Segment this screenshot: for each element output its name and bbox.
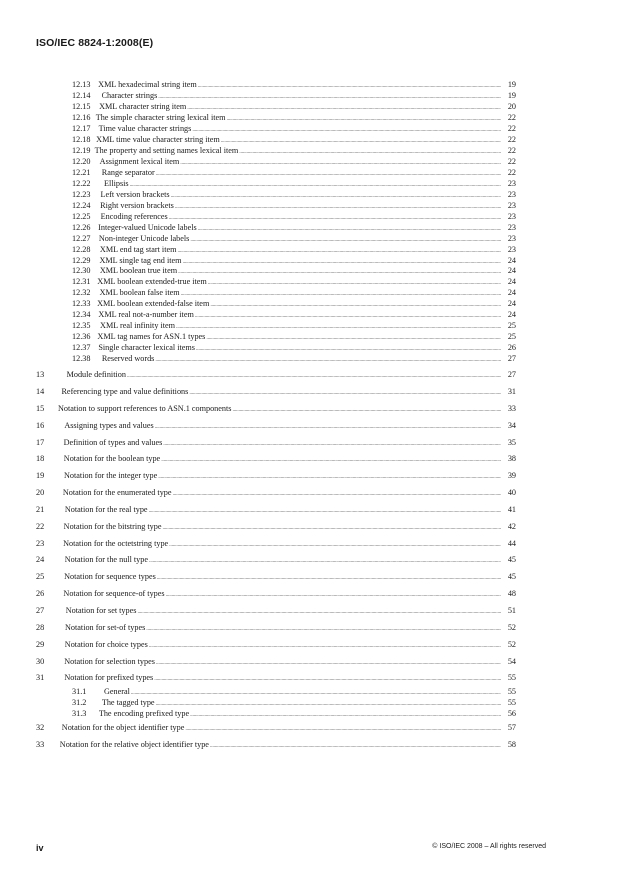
- toc-entry: [36, 91, 516, 102]
- toc-dot-leader: [156, 699, 501, 710]
- toc-entry-number: 12.31: [72, 277, 91, 287]
- toc-entry-page: 58: [507, 739, 516, 749]
- toc-entry-page: 19: [507, 80, 516, 89]
- toc-entry-number: 32: [36, 723, 45, 733]
- toc-entry-page: 55: [507, 687, 516, 697]
- toc-entry: [36, 135, 516, 146]
- toc-entry-page: 44: [507, 538, 516, 548]
- toc-entry-number: 12.19: [72, 145, 91, 155]
- toc-entry: [36, 737, 516, 754]
- toc-entry: [36, 80, 516, 91]
- toc-entry: [36, 670, 516, 687]
- toc-entry-page: 48: [507, 589, 516, 599]
- toc-entry-number: 12.29: [72, 255, 91, 265]
- toc-entry-number: 12.38: [72, 354, 91, 364]
- toc-dot-leader: [175, 202, 501, 213]
- toc-entry-title: XML time value character string item: [96, 134, 220, 144]
- toc-entry-page: 23: [507, 244, 516, 254]
- toc-entry: [36, 321, 516, 332]
- toc-entry-title: Notation to support references to ASN.1 components: [57, 403, 232, 413]
- toc-entry: [36, 552, 516, 569]
- toc-entry-page: 24: [507, 266, 516, 276]
- toc-entry-number: 31.2: [72, 698, 87, 708]
- toc-entry-title: The property and setting names lexical item: [94, 145, 239, 155]
- toc-entry: [36, 212, 516, 223]
- toc-entry-title: Definition of types and values: [63, 437, 163, 447]
- toc-entry-title: Notation for set-of types: [65, 622, 146, 632]
- toc-entry-number: 31.3: [72, 709, 87, 719]
- toc-entry: [36, 536, 516, 553]
- toc-entry-title: Assigning types and values: [64, 420, 154, 430]
- toc-entry-page: 34: [507, 420, 516, 430]
- toc-entry-title: Notation for prefixed types: [64, 673, 154, 683]
- toc-entry-page: 45: [507, 555, 516, 565]
- toc-entry-page: 22: [507, 167, 516, 177]
- toc-entry-page: 22: [507, 156, 516, 166]
- toc-entry-title: Reserved words: [101, 354, 155, 364]
- toc-dot-leader: [195, 311, 501, 322]
- toc-entry-number: 12.17: [72, 123, 91, 133]
- toc-entry-page: 23: [507, 200, 516, 210]
- toc-dot-leader: [149, 553, 501, 570]
- toc-entry: [36, 620, 516, 637]
- toc-dot-leader: [161, 452, 501, 469]
- toc-entry-title: Notation for sequence types: [64, 572, 156, 582]
- toc-entry-title: The encoding prefixed type: [98, 709, 190, 719]
- toc-entry-title: XML real infinity item: [100, 321, 176, 331]
- toc-dot-leader: [190, 710, 501, 721]
- toc-dot-leader: [198, 81, 501, 92]
- toc-entry: [36, 654, 516, 671]
- toc-dot-leader: [146, 621, 501, 638]
- toc-dot-leader: [208, 278, 501, 289]
- toc-entry-page: 23: [507, 233, 516, 243]
- toc-entry-title: The tagged type: [101, 698, 155, 708]
- toc-entry-title: XML end tag start item: [99, 244, 177, 254]
- toc-entry: [36, 288, 516, 299]
- toc-entry: [36, 234, 516, 245]
- toc-entry-title: The simple character string lexical item: [95, 112, 226, 122]
- toc-dot-leader: [149, 638, 501, 655]
- toc-entry-title: Notation for the octetstring type: [63, 538, 169, 548]
- toc-entry-page: 22: [507, 112, 516, 122]
- toc-entry: [36, 569, 516, 586]
- toc-dot-leader: [192, 125, 501, 136]
- toc-entry-title: XML boolean extended-true item: [97, 277, 207, 287]
- toc-dot-leader: [196, 344, 501, 355]
- toc-entry-page: 41: [507, 504, 516, 514]
- toc-entry: [36, 720, 516, 737]
- toc-entry-number: 12.35: [72, 321, 91, 331]
- toc-entry-page: 24: [507, 299, 516, 309]
- toc-final-entries: [36, 720, 516, 754]
- toc-entry-number: 24: [36, 555, 45, 565]
- toc-entry-page: 24: [507, 255, 516, 265]
- toc-entry-page: 31: [507, 387, 516, 397]
- toc-entry-number: 12.13: [72, 80, 91, 89]
- toc-entry: [36, 256, 516, 267]
- toc-entry: [36, 332, 516, 343]
- toc-entry-page: 22: [507, 134, 516, 144]
- toc-entry-number: 25: [36, 572, 45, 582]
- toc-entry-title: Notation for the bitstring type: [63, 521, 162, 531]
- toc-entry-number: 28: [36, 622, 45, 632]
- toc-entry-title: Time value character strings: [98, 123, 192, 133]
- toc-entry-page: 38: [507, 454, 516, 464]
- toc-entry: [36, 384, 516, 401]
- toc-entry-number: 12.26: [72, 222, 91, 232]
- toc-entry: [36, 299, 516, 310]
- toc-entry-page: 22: [507, 123, 516, 133]
- toc-entry-number: 12.28: [72, 244, 91, 254]
- toc-entry-number: 14: [36, 387, 45, 397]
- toc-entry-title: Notation for the boolean type: [63, 454, 161, 464]
- toc-entry-title: XML boolean true item: [99, 266, 178, 276]
- toc-entry-title: Encoding references: [100, 211, 168, 221]
- toc-dot-leader: [189, 385, 501, 402]
- toc-entry: [36, 190, 516, 201]
- toc-entry-number: 16: [36, 420, 45, 430]
- toc-entry-title: Character strings: [101, 90, 158, 100]
- copyright-notice: © ISO/IEC 2008 – All rights reserved: [432, 843, 546, 850]
- toc-entry-title: Range separator: [101, 167, 155, 177]
- toc-entry: [36, 435, 516, 452]
- toc-entry: [36, 201, 516, 212]
- toc-entry: [36, 519, 516, 536]
- toc-entry-number: 19: [36, 471, 45, 481]
- toc-entry-page: 57: [507, 723, 516, 733]
- toc-dot-leader: [187, 103, 501, 114]
- toc-entry: [36, 102, 516, 113]
- toc-entry-number: 30: [36, 656, 45, 666]
- toc-entry: [36, 343, 516, 354]
- toc-entry-title: Notation for the relative object identifier type: [59, 739, 209, 749]
- toc-entry: [36, 277, 516, 288]
- toc-dot-leader: [157, 570, 501, 587]
- toc-dot-leader: [162, 520, 501, 537]
- toc-entry-number: 12.37: [72, 343, 91, 353]
- toc-entry: [36, 401, 516, 418]
- toc-entry: [36, 354, 516, 365]
- toc-entry-title: Assignment lexical item: [99, 156, 180, 166]
- toc-entry-number: 31: [36, 673, 45, 683]
- document-header: ISO/IEC 8824-1:2008(E): [36, 37, 154, 49]
- toc-entry-number: 12.20: [72, 156, 91, 166]
- toc-entry-title: Notation for the null type: [64, 555, 148, 565]
- toc-dot-leader: [156, 169, 501, 180]
- toc-entry-page: 52: [507, 622, 516, 632]
- toc-dot-leader: [158, 469, 501, 486]
- toc-dot-leader: [131, 688, 501, 699]
- toc-entry-page: 25: [507, 321, 516, 331]
- toc-entry-page: 55: [507, 673, 516, 683]
- toc-entry-title: Non-integer Unicode labels: [98, 233, 190, 243]
- toc-dot-leader: [181, 289, 501, 300]
- toc-entry-title: Left version brackets: [100, 189, 170, 199]
- toc-entry-title: Notation for selection types: [64, 656, 155, 666]
- toc-dot-leader: [163, 436, 501, 453]
- toc-entry: [36, 113, 516, 124]
- toc-dot-leader: [166, 587, 501, 604]
- toc-entry-page: 51: [507, 606, 516, 615]
- toc-entry-title: Notation for sequence-of types: [63, 589, 165, 599]
- toc-entry-page: 26: [507, 343, 516, 353]
- toc-entry-number: 29: [36, 639, 45, 649]
- toc-entry-number: 12.32: [72, 288, 91, 298]
- toc-entry-page: 39: [507, 471, 516, 481]
- toc-entry-title: General: [103, 687, 130, 697]
- toc-entry: [36, 468, 516, 485]
- toc-entry-page: 55: [507, 698, 516, 708]
- toc-dot-leader: [210, 738, 501, 755]
- toc-entry-page: 27: [507, 370, 516, 380]
- toc-entry-title: Right version brackets: [100, 200, 174, 210]
- toc-entry: [36, 709, 516, 720]
- toc-entry-title: Notation for choice types: [64, 639, 148, 649]
- toc-entry-number: 12.15: [72, 101, 91, 111]
- toc-dot-leader: [198, 224, 501, 235]
- toc-entry-number: 27: [36, 606, 45, 615]
- toc-entry: [36, 310, 516, 321]
- toc-entry-title: XML character string item: [99, 101, 187, 111]
- toc-entry-page: 56: [507, 709, 516, 719]
- toc-entry-number: 26: [36, 589, 45, 599]
- toc-entry-number: 12.33: [72, 299, 91, 309]
- toc-main-entries: [36, 367, 516, 687]
- toc-sub-entries-31: [36, 687, 516, 720]
- table-of-contents: [36, 80, 516, 754]
- toc-entry-number: 22: [36, 521, 45, 531]
- toc-entry: [36, 603, 516, 620]
- toc-entry-title: Notation for the integer type: [64, 471, 158, 481]
- toc-dot-leader: [137, 604, 501, 621]
- toc-entry-number: 12.18: [72, 134, 91, 144]
- toc-dot-leader: [127, 368, 501, 385]
- toc-dot-leader: [183, 257, 502, 268]
- toc-entry-page: 45: [507, 572, 516, 582]
- toc-entry-title: Notation for set types: [65, 606, 137, 615]
- toc-entry-title: XML hexadecimal string item: [98, 80, 197, 89]
- toc-dot-leader: [180, 158, 501, 169]
- toc-entry-number: 12.30: [72, 266, 91, 276]
- toc-entry-number: 12.14: [72, 90, 91, 100]
- toc-entry-number: 12.27: [72, 233, 91, 243]
- toc-dot-leader: [210, 300, 501, 311]
- toc-dot-leader: [177, 246, 501, 257]
- toc-dot-leader: [154, 671, 501, 688]
- toc-entry-title: XML single tag end item: [99, 255, 182, 265]
- toc-dot-leader: [156, 655, 501, 672]
- toc-entry-number: 12.25: [72, 211, 91, 221]
- toc-entry: [36, 586, 516, 603]
- toc-entry-title: Referencing type and value definitions: [61, 387, 189, 397]
- toc-entry-title: Notation for the real type: [64, 504, 148, 514]
- toc-entry-number: 31.1: [72, 687, 87, 697]
- toc-entry-title: Notation for the enumerated type: [62, 488, 172, 498]
- toc-entry-number: 23: [36, 538, 45, 548]
- toc-entry-title: Integer-valued Unicode labels: [98, 222, 197, 232]
- toc-entry-page: 24: [507, 288, 516, 298]
- toc-entry-page: 19: [507, 90, 516, 100]
- toc-entry-number: 13: [36, 370, 45, 380]
- toc-dot-leader: [178, 267, 501, 278]
- toc-dot-leader: [155, 419, 501, 436]
- toc-dot-leader: [169, 213, 501, 224]
- toc-entry: [36, 451, 516, 468]
- toc-entry: [36, 157, 516, 168]
- toc-entry: [36, 637, 516, 654]
- toc-entry-page: 20: [507, 101, 516, 111]
- toc-entry-title: Single character lexical items: [98, 343, 195, 353]
- toc-dot-leader: [176, 322, 501, 333]
- toc-entry-page: 27: [507, 354, 516, 364]
- toc-entry-number: 12.24: [72, 200, 91, 210]
- toc-dot-leader: [169, 537, 501, 554]
- toc-entry: [36, 367, 516, 384]
- toc-entry: [36, 687, 516, 698]
- toc-entry-number: 20: [36, 488, 45, 498]
- page-number: iv: [36, 843, 44, 853]
- toc-entry-title: XML real not-a-number item: [98, 310, 194, 320]
- toc-entry-number: 12.23: [72, 189, 91, 199]
- toc-dot-leader: [185, 721, 501, 738]
- toc-entry: [36, 146, 516, 157]
- toc-entry-title: Module definition: [66, 370, 126, 380]
- toc-entry: [36, 418, 516, 435]
- toc-entry: [36, 245, 516, 256]
- toc-entry-page: 40: [507, 488, 516, 498]
- toc-entry: [36, 168, 516, 179]
- toc-entry-number: 33: [36, 739, 45, 749]
- toc-entry-page: 35: [507, 437, 516, 447]
- toc-dot-leader: [190, 235, 501, 246]
- toc-entry: [36, 485, 516, 502]
- toc-entry-page: 23: [507, 211, 516, 221]
- toc-dot-leader: [130, 180, 501, 191]
- toc-entry-page: 52: [507, 639, 516, 649]
- toc-entry-number: 12.36: [72, 332, 91, 342]
- toc-entry: [36, 698, 516, 709]
- toc-entry-page: 22: [507, 145, 516, 155]
- toc-entry: [36, 223, 516, 234]
- toc-entry-page: 25: [507, 332, 516, 342]
- toc-dot-leader: [173, 486, 501, 503]
- toc-entry-title: XML boolean false item: [99, 288, 180, 298]
- toc-dot-leader: [221, 136, 501, 147]
- toc-entry-number: 12.16: [72, 112, 91, 122]
- toc-dot-leader: [206, 333, 501, 344]
- toc-entry-page: 23: [507, 222, 516, 232]
- toc-entry-page: 33: [507, 403, 516, 413]
- toc-entry: [36, 502, 516, 519]
- toc-entry-page: 42: [507, 521, 516, 531]
- toc-sub-entries-12: [36, 80, 516, 365]
- toc-entry-page: 23: [507, 189, 516, 199]
- toc-entry-number: 17: [36, 437, 45, 447]
- toc-dot-leader: [171, 191, 501, 202]
- toc-dot-leader: [232, 402, 501, 419]
- toc-entry: [36, 266, 516, 277]
- toc-dot-leader: [158, 92, 501, 103]
- toc-dot-leader: [155, 355, 501, 366]
- toc-entry-number: 21: [36, 504, 45, 514]
- toc-entry-title: Ellipsis: [104, 178, 129, 188]
- toc-entry-number: 15: [36, 403, 45, 413]
- toc-entry-title: XML boolean extended-false item: [97, 299, 210, 309]
- toc-entry-page: 24: [507, 277, 516, 287]
- toc-entry-page: 54: [507, 656, 516, 666]
- toc-entry-number: 12.22: [72, 178, 91, 188]
- toc-dot-leader: [149, 503, 501, 520]
- toc-dot-leader: [227, 114, 502, 125]
- toc-entry-page: 23: [507, 178, 516, 188]
- toc-entry: [36, 124, 516, 135]
- toc-entry-number: 12.21: [72, 167, 91, 177]
- toc-entry-number: 12.34: [72, 310, 91, 320]
- toc-entry-title: Notation for the object identifier type: [61, 723, 185, 733]
- toc-entry-title: XML tag names for ASN.1 types: [97, 332, 206, 342]
- toc-entry: [36, 179, 516, 190]
- toc-entry-number: 18: [36, 454, 45, 464]
- toc-entry-page: 24: [507, 310, 516, 320]
- toc-dot-leader: [239, 147, 501, 158]
